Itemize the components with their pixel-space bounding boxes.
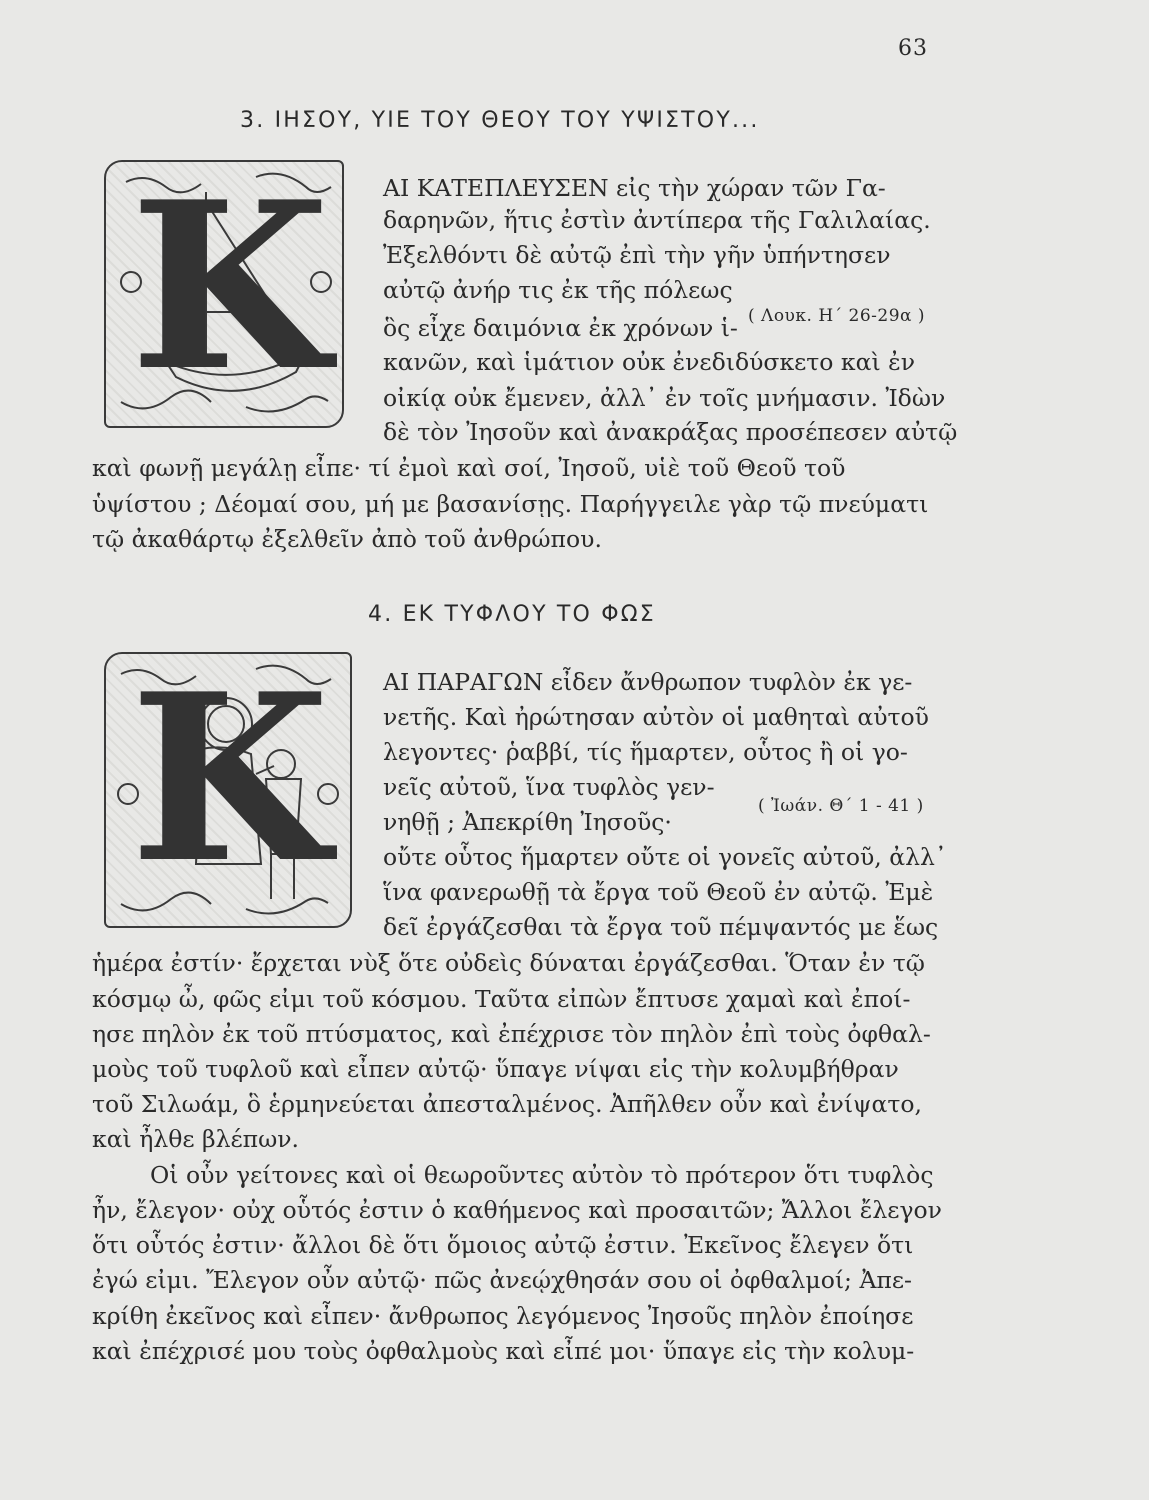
page-number: 63 xyxy=(898,36,928,61)
text-line: καὶ ἐπέχρισέ μου τοὺς ὀφθαλμοὺς καὶ εἶπέ μοι· ὕπαγε εἰς τὴν κολυμ- xyxy=(92,1337,915,1365)
text-line: αὐτῷ ἀνήρ τις ἐκ τῆς πόλεως xyxy=(383,276,733,304)
citation-john: ( Ἰωάν. Θ΄ 1 - 41 ) xyxy=(758,796,924,816)
text-line: ησε πηλὸν ἐκ τοῦ πτύσματος, καὶ ἐπέχρισε τὸν πηλὸν ἐπὶ τοὺς ὀφθαλ- xyxy=(92,1020,931,1048)
text-line: δὲ τὸν Ἰησοῦν καὶ ἀνακράξας προσέπεσεν αὐτῷ xyxy=(383,418,958,446)
decorated-initial-k-healing xyxy=(104,652,352,928)
section-4-heading: 4. ΕΚ ΤΥΦΛΟΥ ΤΟ ΦΩΣ xyxy=(368,602,656,627)
text-line: νετῆς. Καὶ ἠρώτησαν αὐτὸν οἱ μαθηταὶ αὐτοῦ xyxy=(383,703,929,731)
text-line: ἡμέρα ἐστίν· ἔρχεται νὺξ ὅτε οὐδεὶς δύναται ἐργάζεσθαι. Ὅταν ἐν τῷ xyxy=(92,949,925,977)
text-line: οἰκίᾳ οὐκ ἔμενεν, ἀλλ᾽ ἐν τοῖς μνήμασιν. Ἰδὼν xyxy=(383,384,946,412)
text-line: δεῖ ἐργάζεσθαι τὰ ἔργα τοῦ πέμψαντός με ἕως xyxy=(383,913,939,941)
text-line: ὅτι οὗτός ἐστιν· ἄλλοι δὲ ὅτι ὅμοιος αὐτῷ ἐστιν. Ἐκεῖνος ἔλεγεν ὅτι xyxy=(92,1231,914,1259)
text-line: κόσμῳ ὦ, φῶς εἰμι τοῦ κόσμου. Ταῦτα εἰπὼν ἔπτυσε χαμαὶ καὶ ἐποί- xyxy=(92,985,911,1013)
text-line: τῷ ἀκαθάρτῳ ἐξελθεῖν ἀπὸ τοῦ ἀνθρώπου. xyxy=(92,525,602,553)
text-line: καὶ ἦλθε βλέπων. xyxy=(92,1125,300,1153)
text-line: ὃς εἶχε δαιμόνια ἐκ χρόνων ἱ- xyxy=(383,314,738,342)
text-line: ἐγώ εἰμι. Ἔλεγον οὖν αὐτῷ· πῶς ἀνεῴχθησάν σου οἱ ὀφθαλμοί; Ἀπε- xyxy=(92,1266,912,1294)
text-line: κανῶν, καὶ ἱμάτιον οὐκ ἐνεδιδύσκετο καὶ ἐν xyxy=(383,348,916,376)
citation-luke: ( Λουκ. Η΄ 26-29α ) xyxy=(748,306,926,326)
text-line: Οἱ οὖν γείτονες καὶ οἱ θεωροῦντες αὐτὸν τὸ πρότερον ὅτι τυφλὸς xyxy=(150,1161,934,1189)
text-line: Ἐξελθόντι δὲ αὐτῷ ἐπὶ τὴν γῆν ὑπήντησεν xyxy=(383,241,891,269)
text-line: ἵνα φανερωθῇ τὰ ἔργα τοῦ Θεοῦ ἐν αὐτῷ. Ἐμὲ xyxy=(383,878,934,906)
text-line: ΑΙ ΠΑΡΑΓΩΝ εἶδεν ἄνθρωπον τυφλὸν ἐκ γε- xyxy=(383,668,913,696)
text-line: νεῖς αὐτοῦ, ἵνα τυφλὸς γεν- xyxy=(383,773,715,801)
text-line: λεγοντες· ῥαββί, τίς ἥμαρτεν, οὗτος ἢ οἱ γο- xyxy=(383,738,908,766)
text-line: μοὺς τοῦ τυφλοῦ καὶ εἶπεν αὐτῷ· ὕπαγε νίψαι εἰς τὴν κολυμβήθραν xyxy=(92,1055,899,1083)
text-line: ἦν, ἔλεγον· οὐχ οὗτός ἐστιν ὁ καθήμενος καὶ προσαιτῶν; Ἄλλοι ἔλεγον xyxy=(92,1196,942,1224)
decorated-initial-k-ship xyxy=(104,160,344,428)
text-line: καὶ φωνῇ μεγάλῃ εἶπε· τί ἐμοὶ καὶ σοί, Ἰησοῦ, υἱὲ τοῦ Θεοῦ τοῦ xyxy=(92,454,846,482)
text-line: κρίθη ἐκεῖνος καὶ εἶπεν· ἄνθρωπος λεγόμενος Ἰησοῦς πηλὸν ἐποίησε xyxy=(92,1302,914,1330)
text-line: τοῦ Σιλωάμ, ὃ ἑρμηνεύεται ἀπεσταλμένος. Ἀπῆλθεν οὖν καὶ ἐνίψατο, xyxy=(92,1090,922,1118)
section-3-heading: 3. ΙΗΣΟΥ, ΥΙΕ ΤΟΥ ΘΕΟΥ ΤΟΥ ΥΨΙΣΤΟΥ... xyxy=(240,108,760,133)
initial-letter: K xyxy=(130,652,330,914)
text-line: νηθῇ ; Ἀπεκρίθη Ἰησοῦς· xyxy=(383,808,672,836)
initial-letter: K xyxy=(130,160,330,422)
text-line: δαρηνῶν, ἥτις ἐστὶν ἀντίπερα τῆς Γαλιλαίας. xyxy=(383,206,931,234)
text-line: ΑΙ ΚΑΤΕΠΛΕΥΣΕΝ εἰς τὴν χώραν τῶν Γα- xyxy=(383,174,886,202)
text-line: ὑψίστου ; Δέομαί σου, μή με βασανίσῃς. Παρήγγειλε γὰρ τῷ πνεύματι xyxy=(92,490,929,518)
text-line: οὔτε οὗτος ἥμαρτεν οὔτε οἱ γονεῖς αὐτοῦ, ἀλλ᾽ xyxy=(383,843,947,871)
